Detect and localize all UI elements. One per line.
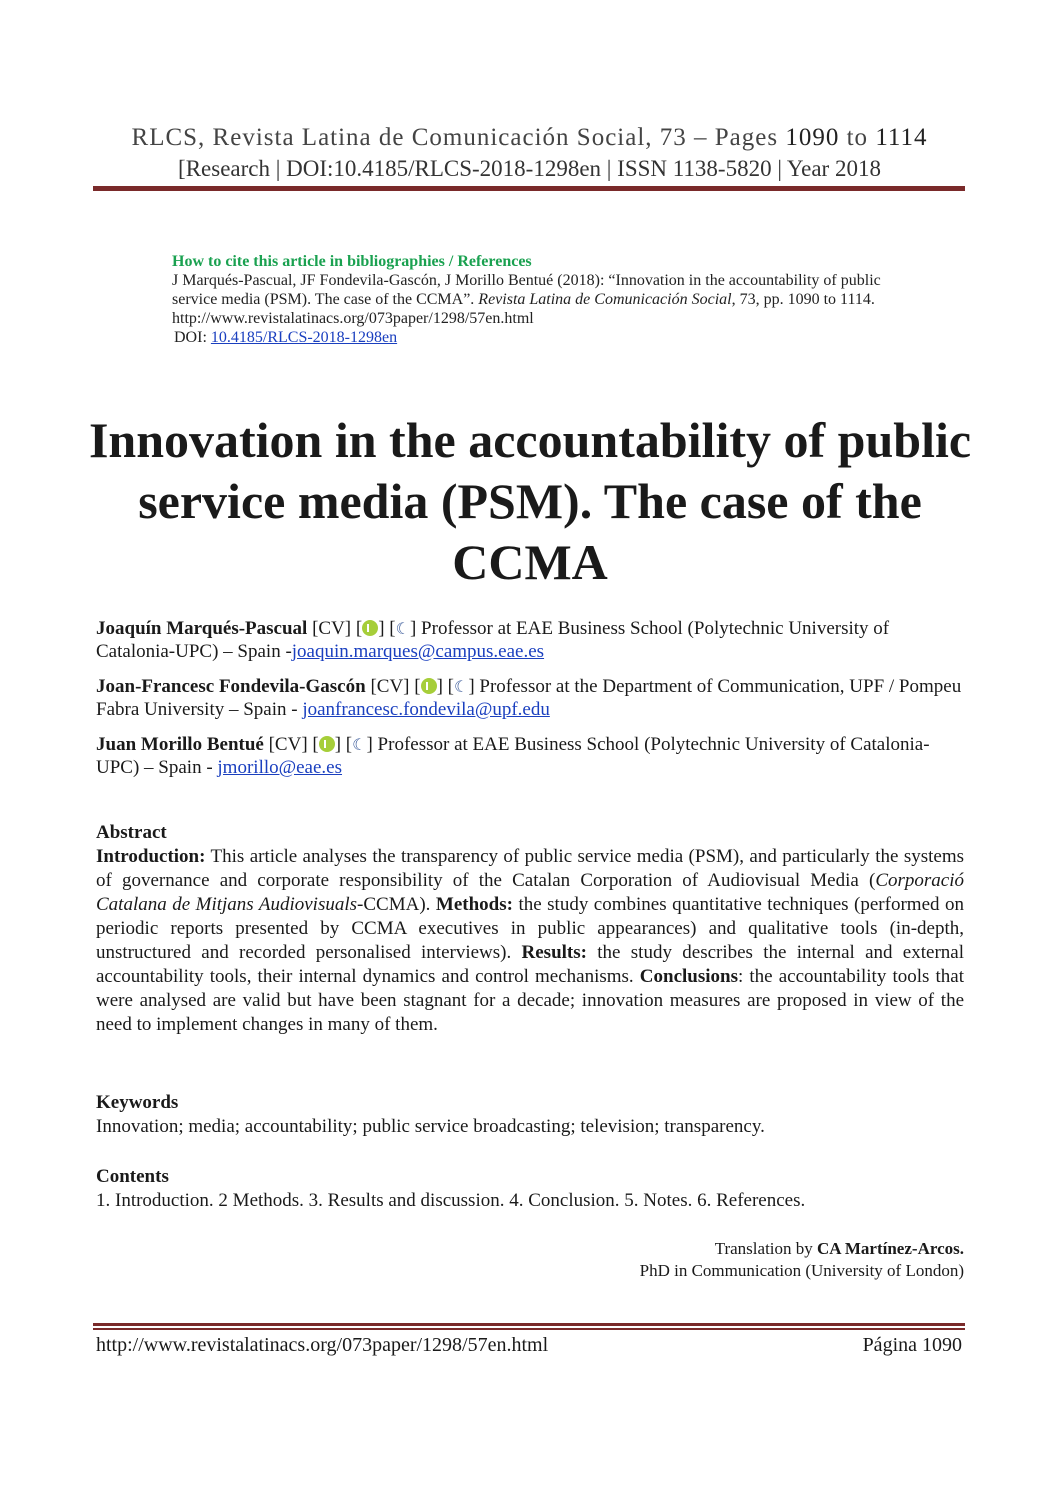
- citation-heading: How to cite this article in bibliographies / References: [172, 253, 532, 270]
- results-label: Results:: [521, 942, 587, 963]
- journal-line: [0, 122, 1059, 154]
- doi-label: DOI:: [174, 329, 211, 346]
- author-entry: [96, 675, 966, 721]
- author-name: Juan Morillo Bentué: [96, 734, 264, 755]
- intro-text-2: -CCMA).: [357, 894, 436, 915]
- citation-block: [172, 252, 892, 347]
- author-email-link[interactable]: jmorillo@eae.es: [217, 757, 343, 778]
- journal-name: RLCS, Revista Latina de Comunicación Social, 73 – Pages: [131, 124, 786, 151]
- contents-text: 1. Introduction. 2 Methods. 3. Results and discussion. 4. Conclusion. 5. Notes. 6. References.: [96, 1190, 806, 1211]
- conclusions-label: Conclusions: [639, 966, 738, 987]
- citation-authors-title: J Marqués-Pascual, JF Fondevila-Gascón, J Morillo Bentué (2018): “Innovation in the accountability of public service media (PSM). The case of the CCMA”.: [172, 272, 881, 308]
- author-affiliation: ] Professor at EAE Business School (Polytechnic University of Catalonia-UPC) – Spain -: [96, 734, 930, 778]
- author-email-link[interactable]: joanfrancesc.fondevila@upf.edu: [302, 699, 550, 720]
- orcid-icon[interactable]: [421, 678, 437, 694]
- contents-heading: Contents: [96, 1166, 169, 1187]
- translator-credential: PhD in Communication (University of London): [639, 1261, 964, 1280]
- bracket-sep: ] [: [436, 676, 454, 697]
- methods-text: the study combines quantitative techniques (performed on periodic reports presented by CCMA executives in public appearances) and qualitative tools (in-depth, unstructured and recorded personalised interviews).: [96, 894, 964, 963]
- abstract-heading: Abstract: [96, 822, 167, 843]
- cv-link[interactable]: [CV] [: [365, 676, 421, 697]
- author-entry: [96, 733, 966, 779]
- translator-name: CA Martínez-Arcos.: [817, 1239, 964, 1258]
- doi-issn-line: [Research | DOI:10.4185/RLCS-2018-1298en | ISSN 1138-5820 | Year 2018: [178, 156, 881, 181]
- citation-doi: [174, 328, 892, 347]
- author-list: [96, 617, 966, 791]
- orcid-icon[interactable]: [362, 620, 378, 636]
- author-affiliation: ] Professor at EAE Business School (Polytechnic University of Catalonia-UPC) – Spain -: [96, 618, 890, 662]
- intro-italic: Corporació Catalana de Mitjans Audiovisuals: [96, 870, 964, 915]
- translation-prefix: Translation by: [714, 1239, 818, 1258]
- article-title: Innovation in the accountability of public service media (PSM). The case of the CCMA: [88, 412, 972, 590]
- page-number: Página 1090: [862, 1334, 962, 1356]
- citation-journal: Revista Latina de Comunicación Social: [478, 291, 732, 308]
- google-scholar-icon[interactable]: ☾: [395, 619, 410, 638]
- intro-text: This article analyses the transparency of public service media (PSM), and particularly the systems of governance and corporate responsibility of the Catalan Corporation of Audiovisual Media (: [96, 846, 964, 891]
- page-start: 1090: [785, 124, 840, 151]
- google-scholar-icon[interactable]: ☾: [352, 735, 367, 754]
- footer-divider: [93, 1323, 965, 1326]
- page-to: to: [839, 124, 876, 151]
- methods-label: Methods:: [435, 894, 513, 915]
- translation-line: [640, 1238, 964, 1260]
- footer-url: http://www.revistalatinacs.org/073paper/1298/57en.html: [96, 1334, 549, 1356]
- conclusions-text: : the accountability tools that were analysed are valid but have been stagnant for a decade; innovation measures are proposed in view of the need to implement changes in many of them.: [96, 966, 964, 1035]
- author-entry: [96, 617, 966, 663]
- author-name: Joan-Francesc Fondevila-Gascón: [96, 676, 366, 697]
- abstract-section: [96, 821, 964, 1037]
- author-email-link[interactable]: joaquin.marques@campus.eae.es: [291, 641, 545, 662]
- author-name: Joaquín Marqués-Pascual: [96, 618, 308, 639]
- header-divider: [93, 186, 965, 191]
- cv-link[interactable]: [CV] [: [307, 618, 363, 639]
- keywords-text: Innovation; media; accountability; public service broadcasting; television; transparency.: [96, 1116, 765, 1137]
- keywords-section: [96, 1091, 964, 1139]
- keywords-heading: Keywords: [96, 1092, 179, 1113]
- results-text: the study describes the internal and external accountability tools, their internal dynamics and control mechanisms.: [96, 942, 964, 987]
- cv-link[interactable]: [CV] [: [263, 734, 319, 755]
- orcid-icon[interactable]: [319, 736, 335, 752]
- page-footer: [96, 1333, 962, 1357]
- bracket-sep: ] [: [334, 734, 353, 755]
- footer-divider-thin: [93, 1328, 965, 1330]
- citation-url: http://www.revistalatinacs.org/073paper/1298/57en.html: [172, 310, 534, 327]
- author-affiliation: ] Professor at the Department of Communication, UPF / Pompeu Fabra University – Spain -: [96, 676, 962, 720]
- citation-text: [172, 271, 892, 309]
- bracket-sep: ] [: [378, 618, 396, 639]
- translation-credit: [640, 1238, 964, 1282]
- citation-volume: , 73, pp. 1090 to 1114.: [731, 291, 875, 308]
- running-header: [0, 122, 1059, 184]
- abstract-body: [96, 845, 964, 1037]
- doi-link[interactable]: 10.4185/RLCS-2018-1298en: [210, 329, 398, 346]
- intro-label: Introduction:: [96, 846, 206, 867]
- page-end: 1114: [875, 124, 928, 151]
- google-scholar-icon[interactable]: ☾: [453, 677, 469, 696]
- contents-section: [96, 1165, 964, 1213]
